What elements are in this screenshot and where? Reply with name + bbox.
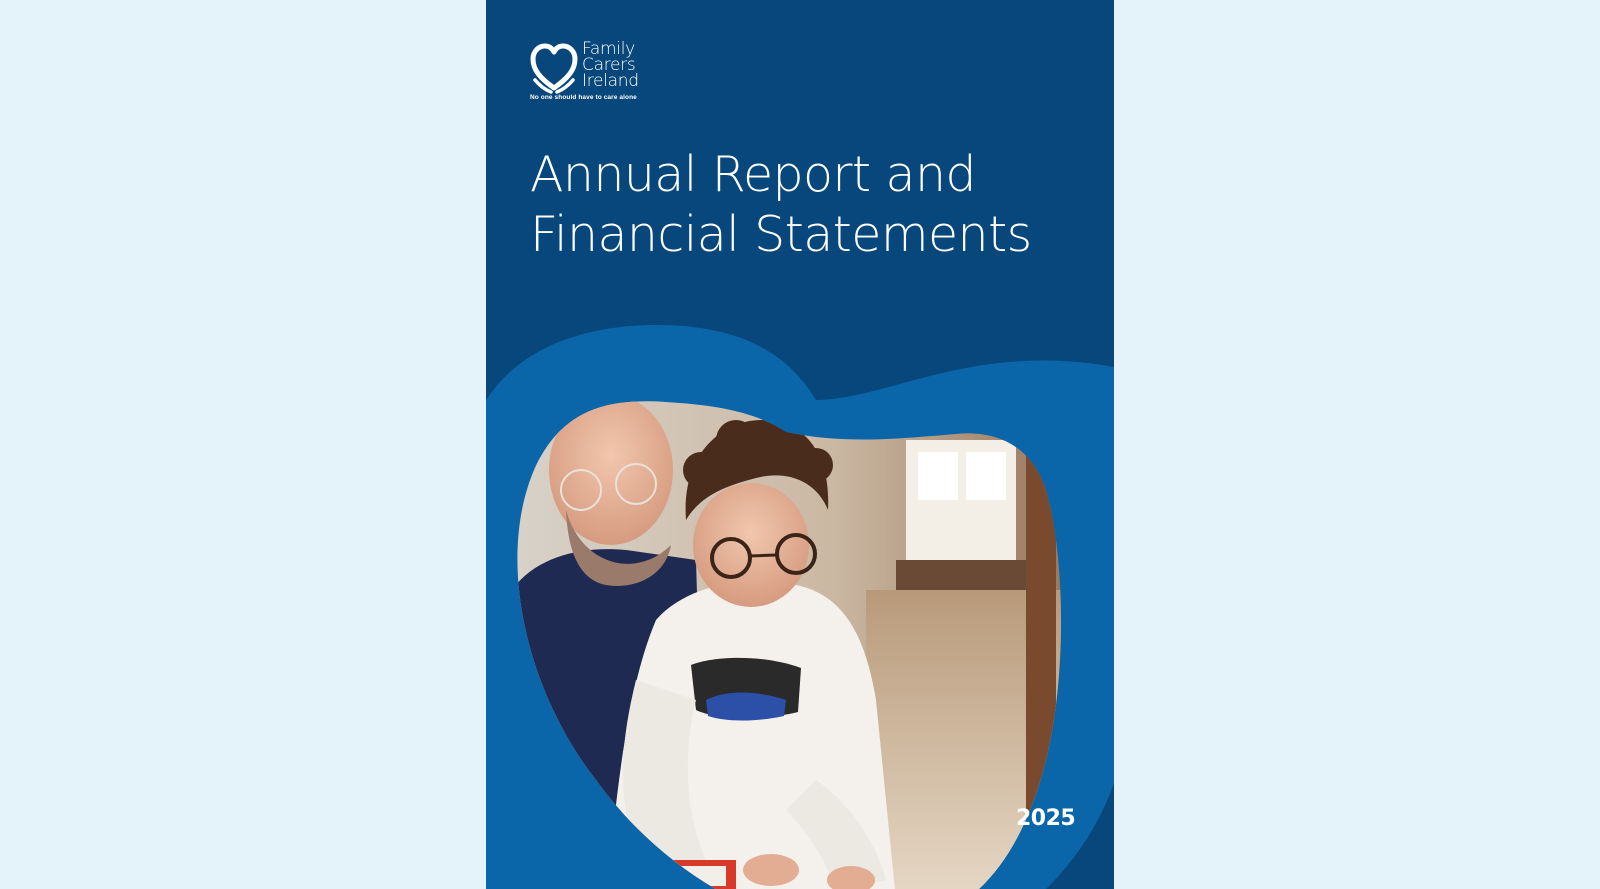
report-cover: [486, 0, 1114, 889]
report-year: 2025: [1016, 806, 1076, 831]
report-title-line-1: Annual Report and: [530, 146, 976, 203]
logo-line-ireland: Ireland: [582, 71, 639, 91]
heart-photo-frame: [486, 0, 1114, 889]
logo-line-carers: Carers: [582, 55, 636, 75]
logo-tagline: No one should have to care alone: [530, 94, 637, 101]
report-title-line-2: Financial Statements: [530, 206, 1032, 263]
logo-line-family: Family: [582, 39, 635, 59]
